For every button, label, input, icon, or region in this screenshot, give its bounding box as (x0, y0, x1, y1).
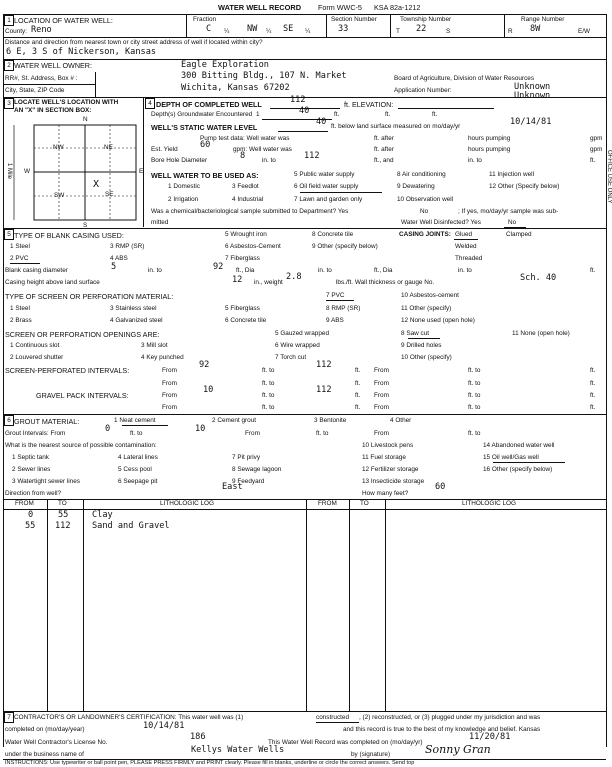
section-number: 33 (338, 24, 349, 34)
mile-label: 1 Mile (6, 163, 12, 180)
contam-direction: East (222, 482, 243, 492)
section-3-number: 3 (4, 98, 14, 109)
elevation-value: Unknown (514, 91, 551, 101)
quadrant-nw: NW (53, 144, 64, 151)
application-number: Unknown (514, 82, 551, 92)
casing-pvc: 2 PVC (10, 255, 29, 262)
wall-gauge: Sch. 40 (520, 273, 557, 283)
locate-label-2: AN "X" IN SECTION BOX: (14, 107, 92, 114)
fraction-1: C (206, 24, 212, 34)
fraction-3: SE (283, 24, 294, 34)
section-5-number: 5 (4, 229, 14, 240)
owner-label: WATER WELL OWNER: (14, 61, 92, 70)
estimated-yield: 60 (200, 140, 211, 150)
section-number-label: Section Number (331, 16, 377, 23)
owner-city: Wichita, Kansas 67202 (181, 83, 290, 93)
fraction-2: NW (247, 24, 258, 34)
west-label: W (24, 168, 31, 175)
casing-weight: 2.8 (286, 272, 302, 282)
section-2-number: 2 (4, 60, 14, 71)
groundwater-depth: 40 (299, 106, 310, 116)
groundwater-label: Depth(s) Groundwater Encountered (151, 111, 253, 118)
location-label: LOCATION OF WATER WELL: (14, 16, 113, 25)
gravel-to: 112 (316, 385, 332, 395)
contractor-license: 186 (190, 732, 206, 742)
bore-depth: 112 (304, 151, 320, 161)
quadrant-se: SE (105, 191, 114, 198)
blank-casing-diameter: 5 (111, 262, 117, 272)
quadrant-ne: NE (104, 144, 113, 151)
lithologic-log-title: LITHOLOGIC LOG (160, 500, 214, 507)
business-name: Kellys Water Wells (191, 745, 285, 755)
south-label: S (83, 222, 88, 229)
city-label: City, State, ZIP Code (5, 87, 65, 94)
north-label: N (83, 116, 88, 123)
distance-value: 6 E, 3 S of Nickerson, Kansas (6, 47, 157, 57)
contam-oil-gas-well: 15 Oil well/Gas well (483, 454, 539, 461)
grout-neat-cement: 1 Neat cement (114, 417, 156, 424)
section-4-number: 4 (145, 98, 155, 109)
county-value: Reno (31, 25, 52, 35)
completed-date: 10/14/81 (143, 721, 185, 731)
distance-label: Distance and direction from nearest town or city street address of well if located within city? (5, 39, 263, 46)
address-label: RR#, St. Address, Box # : (5, 75, 78, 82)
water-well-record-form: WATER WELL RECORD Form WWC-5 KSA 82a-1212 1 LOCATION OF WATER WELL: County: Reno Fraction C ¼ NW ¼ SE ¼ Section Number 33 Township Number T 22 S Range Number R 8W E/W Distance and direction from nearest town or city street address of well if located within city? 6 E, 3 S of Nickerson, Kansas 2 WATER WELL OWNER: Eagle Exploration RR#, St. Address, Box # : 300 Bitting Bldg., 107 N. Market City, State, ZIP Code Wichita, Kansas 67202 Board of Agriculture, Division of Water Resources Application Number: Unknown Unknown 3 LOCATE WELL'S LOCATION WITH AN "X" IN SECTION BOX: N S W E NW NE SW SE X 1 Mile 4 DEPTH OF COMPLETED WELL 112 ft. ELEVATION: Depth(s) Groundwater Encountered 1 40 ft. ft. ft. WELL'S STATIC WATER LEVEL 40 ft. below land surface measured on mo/day/yr 10/14/81 Pump test data: Well water was ft. after hours pumping gpm Est. Yield 60 gpm: Well water was ft. after hours pumping gpm Bore Hole Diameter 8 in. to 112 ft., and in. to ft. WELL WATER TO BE USED AS: 5 Public water supply 8 Air conditioning 11 Injection well 1 Domestic 3 Feedlot 6 Oil field water supply 9 Dewatering 12 Other (Specify below) 2 Irrigation 4 Industrial 7 Lawn and garden only 10 Observation well Was a chemical/bacteriological sample submitted to Department? Yes No ; If yes, mo/day/yr sample was sub- mitted Water Well Disinfected? Yes No 5 TYPE OF BLANK CASING USED: 5 Wrought iron 8 Concrete tile CASING JOINTS: Glued Clamped 1 Steel 3 RMP (SR) 6 Asbestos-Cement 9 Other (specify below) Welded 2 PVC 4 ABS 7 Fiberglass Threaded Blank casing diameter 5 in. to 92 ft., Dia in. to ft., Dia in. to ft. Casing height above land surface 12 in., weight 2.8 lbs./ft. Wall thickness or gauge No. Sch. 40 TYPE OF SCREEN OR PERFORATION MATERIAL: 7 PVC 10 Asbestos-cement 1 Steel 3 Stainless steel 5 Fiberglass 8 RMP (SR) 11 Other (specify) 2 Brass 4 Galvanized steel 6 Concrete tile 9 ABS 12 None used (open hole) SCREEN OR PERFORATION OPENINGS ARE: 5 Gauzed wrapped 8 Saw cut 11 None (open hole) 1 Continuous slot 3 Mill slot 6 Wire wrapped 9 Drilled holes 2 Louvered shutter 4 Key punched 7 Torch cut 10 Other (specify) SCREEN-PERFORATED INTERVALS: From 92 ft. to 112 ft. From ft. to ft. From ft. to ft. From ft. to ft. GRAVEL PACK INTERVALS: From 10 ft. to 112 ft. From ft. to ft. From ft. to ft. From ft. to ft. 6 GROUT MATERIAL: 1 Neat cement 2 Cement grout 3 Bentonite 4 Other Grout Intervals: From 0 ft. to 10 From ft. to From ft. to What is the nearest source of possible contamination: 10 Livestock pens 14 Abandoned water well 1 Septic tank 4 Lateral lines 7 Pit privy 11 Fuel storage 15 Oil well/Gas well 2 Sewer lines 5 Cess pool 8 Sewage lagoon 12 Fertilizer storage 16 Other (specify below) 3 Watertight sewer lines 6 Seepage pit 9 Feedyard 13 Insecticide storage Direction from well? East How many feet? 60 FROM TO LITHOLOGIC LOG FROM TO LITHOLOGIC LOG 0 55 Clay 55 112 Sand and Gravel 7 CONTRACTOR'S OR LANDOWNER'S CERTIFICATION: This water well was (1) constructed , (2) reconstructed, or (3) plugged under my jurisdiction and was completed on (mo/day/year) 10/14/81 and this record is true to the best of my knowledge and belief. Kansas Water Well Contractor's License No. 186 This Water Well Record was completed on (mo/day/yr) 11/20/81 under the business name of Kellys Water Wells by (signature) Sonny Gran INSTRUCTIONS: Use typewriter or ball point pen, PLEASE PRESS FIRMLY and PRINT clearly. Please fill in blanks, underline or circle the correct answers. Send top (0, 0, 611, 767)
gravel-from: 10 (203, 385, 214, 395)
grout-to: 10 (195, 424, 206, 434)
grout-from: 0 (105, 424, 111, 434)
ksa-reference: KSA 82a-1212 (374, 3, 421, 12)
locate-label: LOCATE WELL'S LOCATION WITH (14, 99, 119, 106)
location-mark: X (93, 179, 100, 190)
application-label: Application Number: (394, 87, 452, 94)
opening-saw-cut: 8 Saw cut (401, 330, 430, 337)
cert-constructed: constructed (316, 714, 350, 721)
range-label: Range Number (521, 16, 565, 23)
casing-label: TYPE OF BLANK CASING USED: (14, 231, 124, 240)
depth-value: 112 (290, 95, 306, 105)
perforated-from: 92 (199, 360, 210, 370)
perforated-to: 112 (316, 360, 332, 370)
township-number: 22 (416, 24, 427, 34)
bore-diameter: 8 (240, 151, 246, 161)
section-6-number: 6 (4, 415, 14, 426)
office-use-label: OFFICE USE ONLY (606, 150, 612, 204)
static-level-label: WELL'S STATIC WATER LEVEL (151, 123, 258, 132)
fraction-label: Fraction (193, 16, 217, 23)
township-label: Township Number (400, 16, 452, 23)
use-oil-field: 6 Oil field water supply (294, 183, 359, 190)
joint-glued: Glued (455, 231, 473, 238)
casing-height: 12 (232, 275, 243, 285)
instructions-line-1: INSTRUCTIONS: Use typewriter or ball point pen, PLEASE PRESS FIRMLY and PRINT clearly. Please fill in blanks, underline or circle the correct answers. Send top (5, 760, 415, 766)
depth-label: DEPTH OF COMPLETED WELL (156, 100, 262, 109)
use-label: WELL WATER TO BE USED AS: (151, 171, 259, 180)
contractor-signature: Sonny Gran (425, 743, 491, 756)
section-7-number: 7 (4, 712, 14, 723)
contam-distance: 60 (435, 482, 446, 492)
section-1-number: 1 (4, 15, 14, 26)
static-level-date: 10/14/81 (510, 117, 552, 127)
county-label: County: (5, 28, 28, 35)
east-label: E (139, 168, 144, 175)
static-level-value: 40 (316, 117, 327, 127)
blank-casing-depth: 92 (213, 262, 224, 272)
board-label: Board of Agriculture, Division of Water Resources (394, 75, 535, 82)
range-number: 8W (530, 24, 541, 34)
record-completed-date: 11/20/81 (469, 732, 511, 742)
owner-name: Eagle Exploration (181, 60, 269, 70)
quadrant-sw: SW (54, 192, 65, 199)
owner-address: 300 Bitting Bldg., 107 N. Market (181, 71, 347, 81)
screen-pvc: 7 PVC (326, 292, 345, 299)
form-title: WATER WELL RECORD (218, 3, 302, 12)
form-number: Form WWC-5 (318, 3, 362, 12)
